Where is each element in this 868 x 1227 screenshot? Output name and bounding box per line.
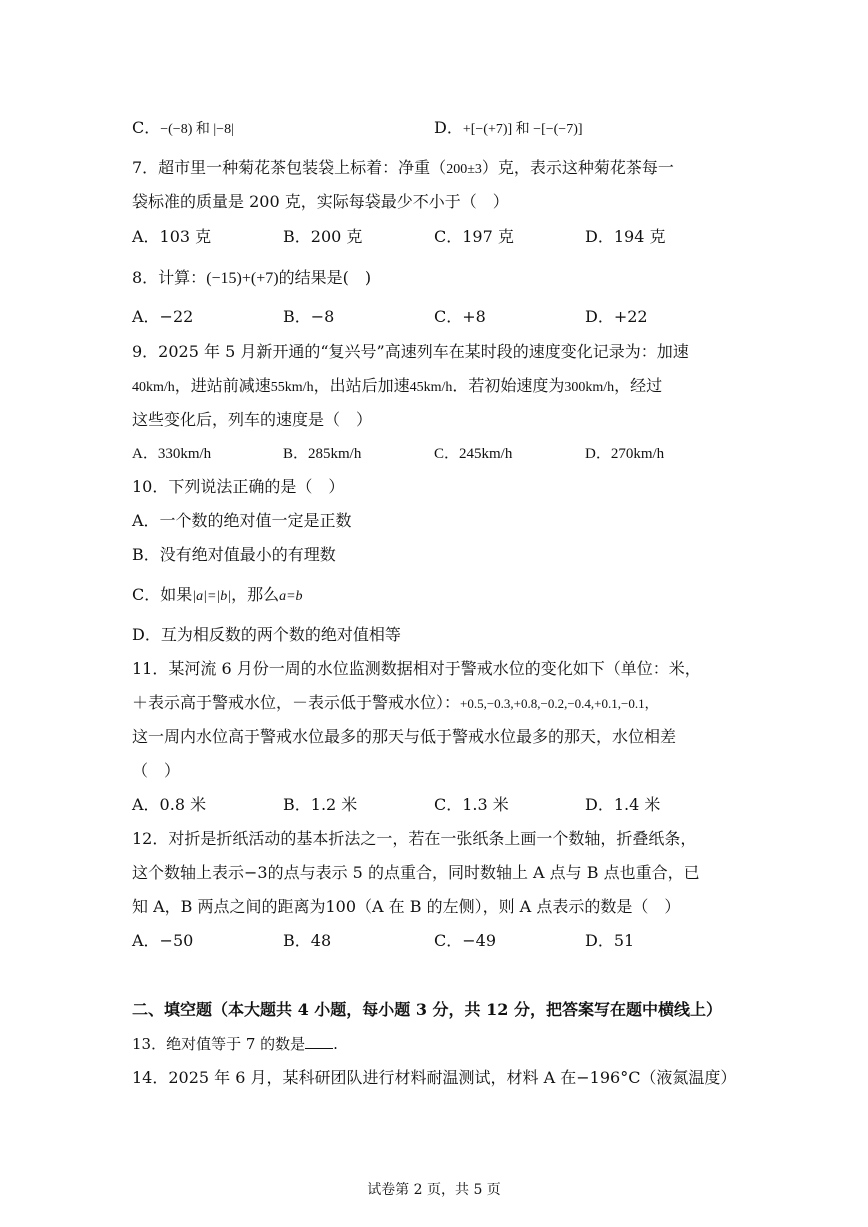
q10-option-b: B．没有绝对值最小的有理数	[132, 545, 336, 564]
q8-stem: 8．计算：(−15)+(+7)的结果是( )	[132, 268, 372, 287]
q9-stem-line3: 这些变化后，列车的速度是（ ）	[132, 410, 373, 429]
q7-option-b: B．200 克	[283, 227, 363, 246]
q9-stem-line2: 40km/h，进站前减速55km/h，出站后加速45km/h．若初始速度为300km/h，经过	[132, 376, 663, 395]
q12-option-c: C．−49	[434, 931, 497, 950]
q12-stem-line2: 这个数轴上表示−3的点与表示 5 的点重合，同时数轴上 A 点与 B 点也重合，已	[132, 863, 700, 882]
q11-option-d: D．1.4 米	[585, 795, 661, 814]
q11-stem-line4: （ ）	[132, 761, 181, 780]
q9-option-b: B．285km/h	[283, 446, 362, 462]
q7-stem-line2: 袋标准的质量是 200 克，实际每袋最少不小于（ ）	[132, 192, 509, 211]
q6-option-d-expr: +[−(+7)] 和 −[−(−7)]	[462, 122, 583, 137]
q10-option-a: A．一个数的绝对值一定是正数	[132, 511, 352, 530]
q8-option-a: A．−22	[132, 307, 194, 326]
q12-stem-line1: 12．对折是折纸活动的基本折法之一，若在一张纸条上画一个数轴，折叠纸条，	[132, 829, 697, 848]
q11-option-b: B．1.2 米	[283, 795, 358, 814]
q12-stem-line3: 知 A，B 两点之间的距离为100（A 在 B 的左侧），则 A 点表示的数是（ ）	[132, 897, 681, 916]
q7-option-a: A．103 克	[132, 227, 212, 246]
q6-option-c-expr: −(−8) 和 |−8|	[160, 122, 234, 137]
page-footer: 试卷第 2 页，共 5 页	[367, 1182, 501, 1198]
answer-blank[interactable]	[305, 1034, 333, 1049]
q7-option-d: D．194 克	[585, 227, 666, 246]
q9-option-a: A．330km/h	[132, 446, 212, 462]
q11-stem-line2: ＋表示高于警戒水位，－表示低于警戒水位）：+0.5,−0.3,+0.8,−0.2,−0.4,+0.1,−0.1，	[132, 693, 658, 712]
q13-stem: 13．绝对值等于 7 的数是 .	[132, 1035, 338, 1053]
q7-stem-line1: 7．超市里一种菊花茶包装袋上标着：净重（200±3）克，表示这种菊花茶每一	[132, 158, 674, 177]
q12-option-a: A．−50	[132, 931, 194, 950]
q9-option-d: D．270km/h	[585, 446, 665, 462]
q9-stem-line1: 9．2025 年 5 月新开通的“复兴号”高速列车在某时段的速度变化记录为：加速	[132, 342, 689, 361]
q6-option-d: D．+[−(+7)] 和 −[−(−7)]	[434, 118, 583, 137]
q8-option-b: B．−8	[283, 307, 335, 326]
q11-stem-line3: 这一周内水位高于警戒水位最多的那天与低于警戒水位最多的那天，水位相差	[132, 727, 677, 746]
q12-option-b: B．48	[283, 931, 332, 950]
q8-option-c: C．+8	[434, 307, 486, 326]
q11-stem-line1: 11．某河流 6 月份一周的水位监测数据相对于警戒水位的变化如下（单位：米，	[132, 659, 701, 678]
q7-option-c: C．197 克	[434, 227, 514, 246]
q10-option-d: D．互为相反数的两个数的绝对值相等	[132, 625, 401, 644]
q6-option-c: C．−(−8) 和 |−8|	[132, 118, 234, 137]
q10-stem: 10．下列说法正确的是（ ）	[132, 477, 345, 496]
q8-option-d: D．+22	[585, 307, 648, 326]
q9-option-c: C．245km/h	[434, 446, 513, 462]
q11-option-c: C．1.3 米	[434, 795, 509, 814]
q14-stem-line1: 14．2025 年 6 月，某科研团队进行材料耐温测试，材料 A 在−196°C（液氮温度）	[132, 1068, 737, 1087]
q11-option-a: A．0.8 米	[132, 795, 207, 814]
q10-option-c: C．如果|a|=|b|，那么a=b	[132, 585, 303, 604]
q12-option-d: D．51	[585, 931, 635, 950]
section-heading-fill-in: 二、填空题（本大题共 4 小题，每小题 3 分，共 12 分，把答案写在题中横线上）	[132, 1000, 722, 1019]
